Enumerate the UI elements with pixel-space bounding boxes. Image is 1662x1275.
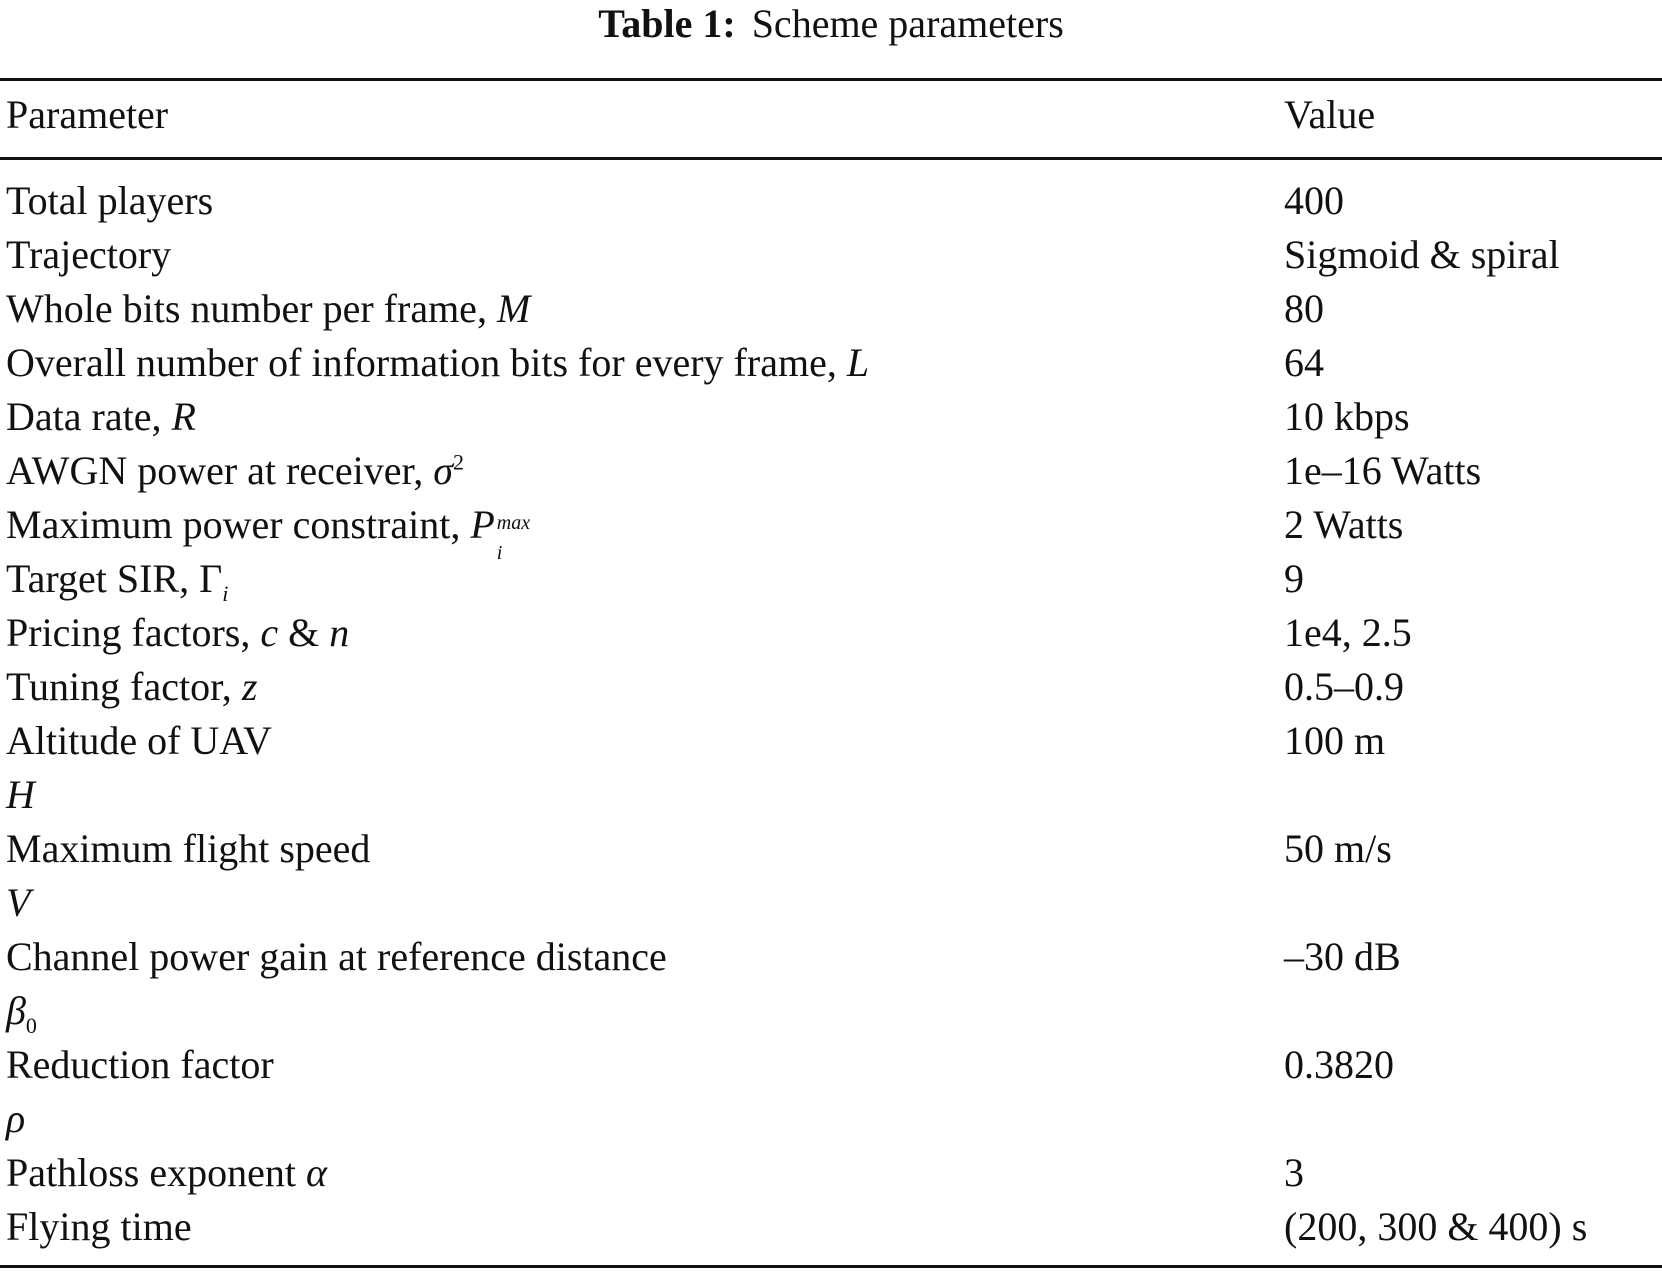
row-symbol: α <box>305 1150 327 1195</box>
row-symbol-subscript: i <box>222 581 229 606</box>
row-symbol: z <box>241 664 258 709</box>
row-parameter: Pricing factors, c & n <box>6 610 350 655</box>
row-symbol: H <box>6 772 35 817</box>
table-top-rule <box>0 78 1662 81</box>
table-row <box>0 714 1662 822</box>
row-symbol: V <box>6 880 31 925</box>
table-row <box>0 174 1662 228</box>
row-symbol: c <box>260 610 279 655</box>
row-parameter: Pathloss exponent α <box>6 1150 327 1195</box>
table-row <box>0 1200 1662 1254</box>
header-value: Value <box>1284 92 1376 137</box>
table-row <box>0 336 1662 390</box>
table-caption-title: Scheme parameters <box>751 1 1064 46</box>
row-value: 3 <box>1284 1150 1304 1195</box>
row-parameter: Tuning factor, z <box>6 664 258 709</box>
row-parameter: Overall number of information bits for every frame, L <box>6 340 870 385</box>
row-symbol-scripts <box>495 512 573 564</box>
row-symbol: L <box>846 340 870 385</box>
table-row <box>0 552 1662 606</box>
table-row <box>0 228 1662 282</box>
row-symbol-line <box>6 984 37 1038</box>
table-row <box>0 1146 1662 1200</box>
row-value: 400 <box>1284 178 1344 223</box>
row-value: (200, 300 & 400) s <box>1284 1204 1588 1249</box>
row-symbol: P <box>470 502 495 547</box>
row-value: 64 <box>1284 340 1324 385</box>
row-symbol-subscript: 0 <box>25 1013 37 1038</box>
row-value: Sigmoid & spiral <box>1284 232 1560 277</box>
row-value: 9 <box>1284 556 1304 601</box>
row-value: –30 dB <box>1284 934 1401 979</box>
table-caption-label: Table 1: <box>598 1 736 46</box>
row-parameter: AWGN power at receiver, $\sigma^2$ <box>6 448 464 493</box>
row-symbol: M <box>496 286 531 331</box>
row-parameter: Total players <box>6 178 214 223</box>
table-row <box>0 498 1662 564</box>
row-symbol: σ <box>433 448 453 493</box>
table-row <box>0 822 1662 930</box>
table-caption <box>0 0 1662 48</box>
row-symbol: β <box>6 988 26 1033</box>
table-body <box>0 174 1662 1254</box>
row-parameter: Maximum power constraint, P max i <box>6 498 573 552</box>
row-symbol-subscript: i <box>496 542 503 564</box>
row-value: 1e4, 2.5 <box>1284 610 1412 655</box>
table-bottom-rule <box>0 1265 1662 1268</box>
table-header-row <box>0 88 1662 142</box>
row-parameter: Reduction factor <box>6 1042 274 1087</box>
table-row <box>0 444 1662 498</box>
row-value: 0.3820 <box>1284 1042 1394 1087</box>
row-parameter: Data rate, R <box>6 394 196 439</box>
row-value: 2 Watts <box>1284 502 1404 547</box>
row-symbol-superscript: 2 <box>452 449 464 475</box>
row-symbol: ρ <box>6 1096 26 1141</box>
row-value: 80 <box>1284 286 1324 331</box>
row-value: 10 kbps <box>1284 394 1410 439</box>
table-row <box>0 930 1662 1038</box>
row-symbol: Γ <box>199 556 223 601</box>
row-value: 50 m/s <box>1284 826 1392 871</box>
table-header-rule <box>0 157 1662 160</box>
row-symbol-second: n <box>329 610 350 655</box>
row-symbol-superscript: max <box>496 512 531 534</box>
row-parameter: Altitude of UAV <box>6 718 272 763</box>
table-row <box>0 1038 1662 1146</box>
row-parameter: Target SIR, $\Gamma_i$ <box>6 556 229 606</box>
row-symbol-joiner: & <box>278 610 330 655</box>
row-parameter: Maximum flight speed <box>6 826 371 871</box>
row-symbol: R <box>171 394 196 439</box>
row-parameter: Whole bits number per frame, M <box>6 286 531 331</box>
row-value: 1e–16 Watts <box>1284 448 1482 493</box>
row-parameter: Channel power gain at reference distance <box>6 934 667 979</box>
table-row <box>0 660 1662 714</box>
row-value: 0.5–0.9 <box>1284 664 1404 709</box>
table-row <box>0 606 1662 660</box>
table-row <box>0 390 1662 444</box>
row-value: 100 m <box>1284 718 1386 763</box>
header-parameter: Parameter <box>6 92 169 137</box>
row-parameter: Trajectory <box>6 232 172 277</box>
table-row <box>0 282 1662 336</box>
row-parameter: Flying time <box>6 1204 192 1249</box>
